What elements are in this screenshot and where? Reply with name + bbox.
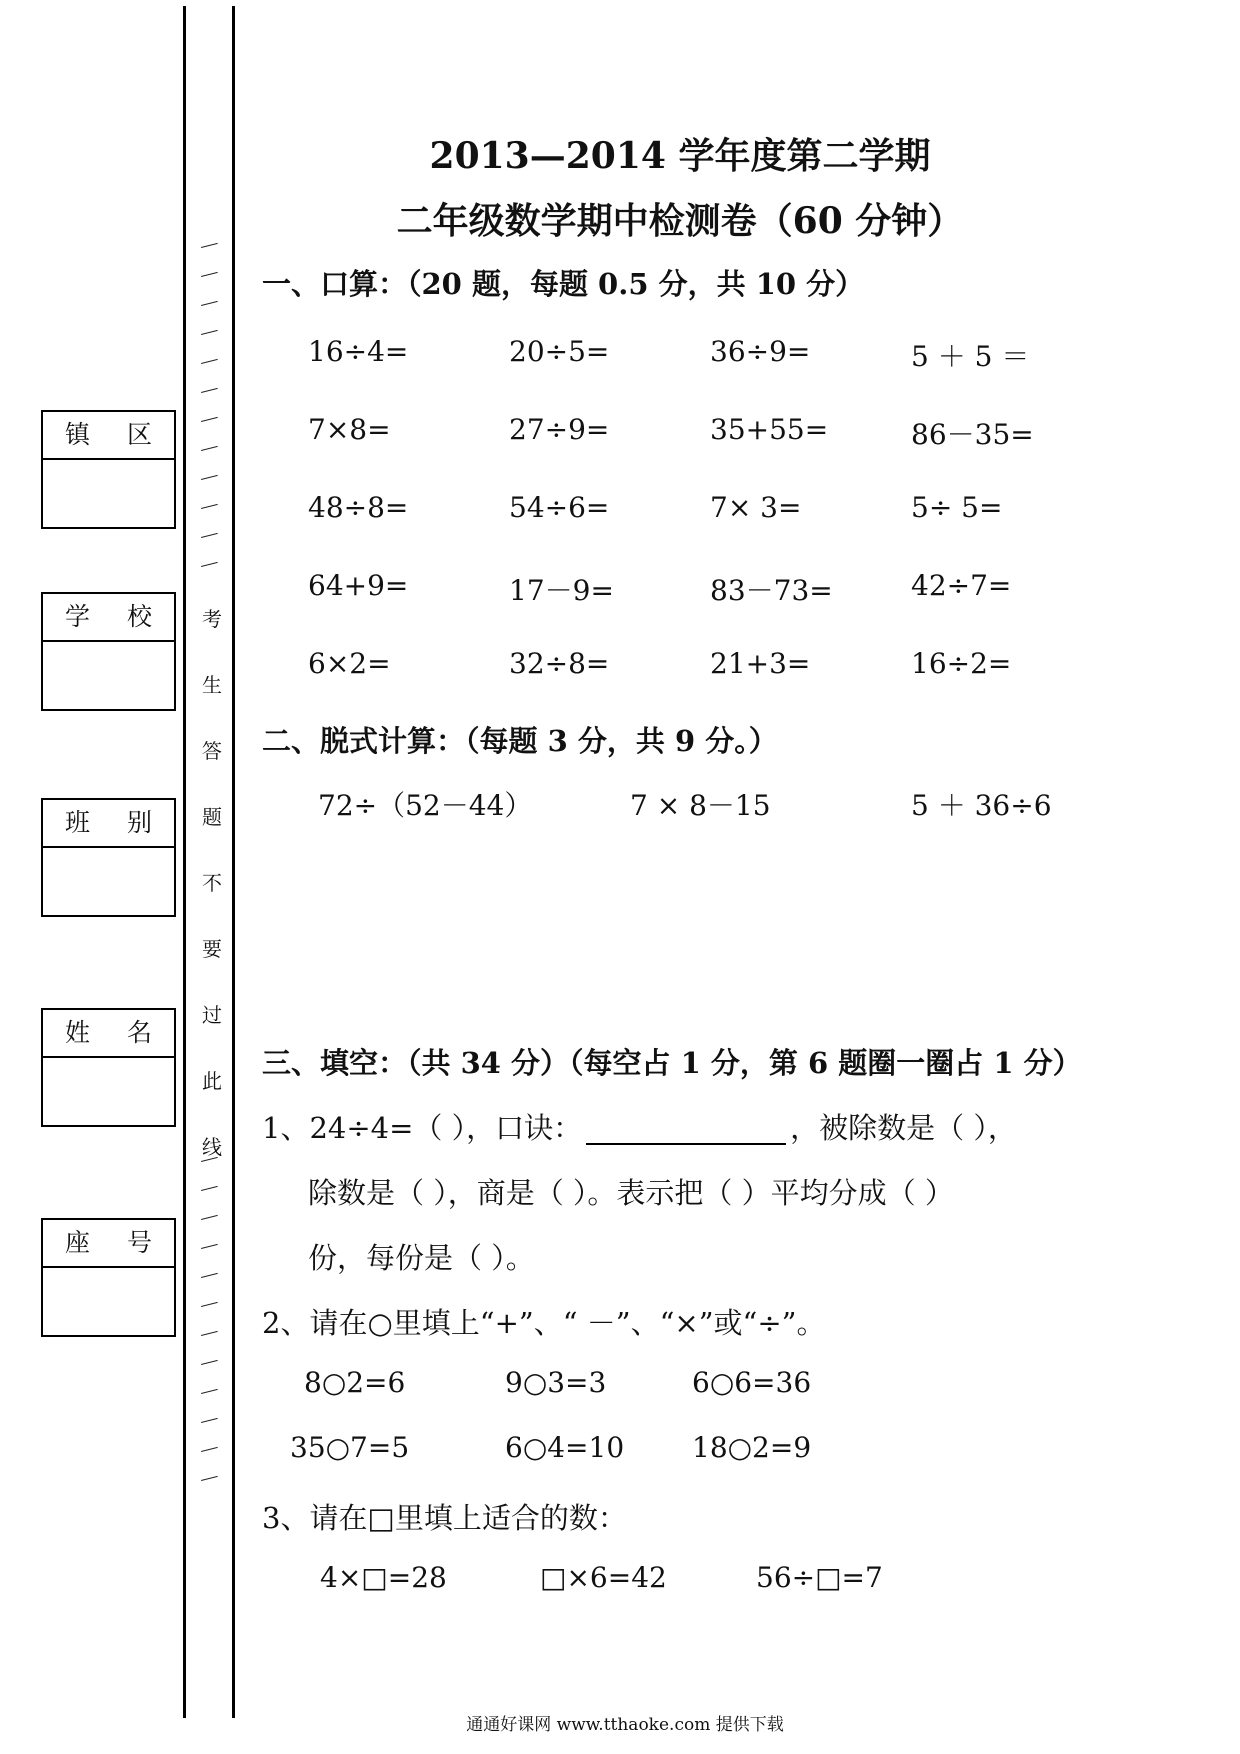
oral-problem: 16÷2=	[911, 647, 1012, 680]
seal-line-warning	[199, 586, 225, 1180]
info-box-field[interactable]	[43, 642, 174, 709]
oral-problem: 27÷9=	[509, 413, 610, 446]
seal-dashes-bottom	[201, 1161, 223, 1509]
info-box-field[interactable]	[43, 1058, 174, 1125]
box-problem: 4×□=28	[320, 1561, 447, 1594]
warning-char: 不	[202, 871, 222, 895]
info-box-class	[41, 798, 176, 917]
operator-problem: 8○2=6	[304, 1366, 406, 1399]
section1-heading: 一、口算：（20 题，每题 0.5 分，共 10 分）	[262, 267, 865, 301]
operator-problem: 18○2=9	[692, 1431, 812, 1464]
warning-char: 线	[202, 1135, 222, 1159]
warning-char: 考	[202, 607, 222, 631]
oral-problem: 36÷9=	[710, 335, 811, 368]
oral-problem: 21+3=	[710, 647, 811, 680]
q1-text-part2: ，被除数是（ ），	[790, 1111, 1017, 1145]
oral-problem: 35+55=	[710, 413, 829, 446]
info-box-field[interactable]	[43, 1268, 174, 1335]
oral-problem: 20÷5=	[509, 335, 610, 368]
q1-line3: 份，每份是（ ）。	[308, 1241, 535, 1275]
fill-question-3: 3、请在□里填上适合的数：	[262, 1501, 627, 1535]
box-problem: 56÷□=7	[756, 1561, 883, 1594]
oral-problem: 5÷ 5=	[911, 491, 1003, 524]
oral-problem: 6×2=	[308, 647, 391, 680]
info-box-label: 姓 名	[43, 1010, 174, 1058]
info-box-label: 班 别	[43, 800, 174, 848]
oral-problem: 64+9=	[308, 569, 409, 602]
oral-problem: 86－35=	[911, 418, 1034, 451]
warning-char: 过	[202, 1003, 222, 1027]
binding-line-inner	[232, 6, 235, 1718]
info-box-town-district	[41, 410, 176, 529]
multiplication-rhyme-blank[interactable]	[586, 1115, 786, 1145]
q1-text-part1: 1、24÷4=（ ），口诀：	[262, 1111, 583, 1145]
oral-problem: 17－9=	[509, 574, 614, 607]
warning-char: 题	[202, 805, 222, 829]
operator-problem: 35○7=5	[290, 1431, 410, 1464]
fill-question-1	[262, 1106, 1017, 1147]
q1-line2: 除数是（ ），商是（ ）。表示把（ ）平均分成（ ）	[308, 1176, 954, 1210]
step-calc-problem: 72÷（52－44）	[318, 789, 533, 822]
oral-problem: 5 ＋ 5 ＝	[911, 340, 1030, 373]
box-problem: □×6=42	[540, 1561, 667, 1594]
info-box-label: 座 号	[43, 1220, 174, 1268]
warning-char: 此	[202, 1069, 222, 1093]
oral-problem: 7× 3=	[710, 491, 802, 524]
info-box-label: 镇 区	[43, 412, 174, 460]
info-box-field[interactable]	[43, 460, 174, 527]
binding-line-outer	[183, 6, 186, 1718]
info-box-field[interactable]	[43, 848, 174, 915]
exam-title-subject: 二年级数学期中检测卷（60 分钟）	[396, 200, 964, 242]
warning-char: 答	[202, 739, 222, 763]
oral-problem: 42÷7=	[911, 569, 1012, 602]
warning-char: 生	[202, 673, 222, 697]
oral-problem: 83－73=	[710, 574, 833, 607]
section3-heading: 三、填空：（共 34 分）（每空占 1 分，第 6 题圈一圈占 1 分）	[262, 1046, 1082, 1080]
footer-source: 通通好课网 www.tthaoke.com 提供下载	[466, 1715, 784, 1735]
info-box-seat-number	[41, 1218, 176, 1337]
exam-title-term: 2013—2014 学年度第二学期	[429, 135, 931, 177]
oral-problem: 16÷4=	[308, 335, 409, 368]
operator-problem: 9○3=3	[505, 1366, 607, 1399]
info-box-name	[41, 1008, 176, 1127]
warning-char: 要	[202, 937, 222, 961]
info-box-school	[41, 592, 176, 711]
oral-problem: 54÷6=	[509, 491, 610, 524]
seal-dashes-top	[201, 247, 223, 595]
info-box-label: 学 校	[43, 594, 174, 642]
section2-heading: 二、脱式计算：（每题 3 分，共 9 分。）	[262, 724, 778, 758]
step-calc-problem: 7 × 8－15	[630, 789, 771, 822]
fill-question-2: 2、请在○里填上“+”、“ －”、“×”或“÷”。	[262, 1306, 826, 1340]
oral-problem: 48÷8=	[308, 491, 409, 524]
operator-problem: 6○4=10	[505, 1431, 625, 1464]
operator-problem: 6○6=36	[692, 1366, 812, 1399]
step-calc-problem: 5 ＋ 36÷6	[911, 789, 1052, 822]
oral-problem: 7×8=	[308, 413, 391, 446]
oral-problem: 32÷8=	[509, 647, 610, 680]
